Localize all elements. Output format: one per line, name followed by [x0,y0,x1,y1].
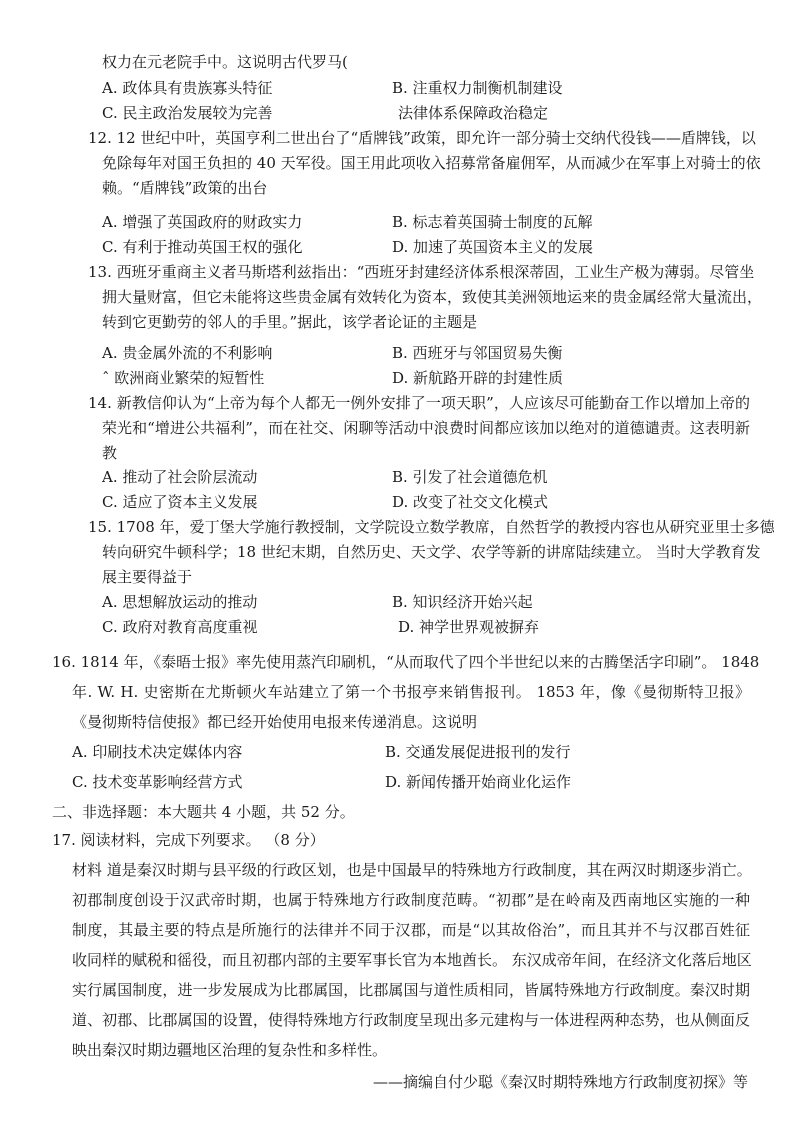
q16-stem-line-1: 16. 1814 年，《泰晤士报》率先使用蒸汽印刷机，“从而取代了四个半世纪以来的古腾堡活字印刷”。 1848 [52,653,760,671]
q15-stem-line-3: 展主要得益于 [102,568,193,586]
q13-stem-line-1: 13. 西班牙重商主义者马斯塔利兹指出：“西班牙封建经济体系根深蒂固，工业生产极为薄弱。尽管坐 [88,263,755,281]
q13-stem-line-3: 转到它更勤劳的邻人的手里。”据此，该学者论证的主题是 [102,313,478,331]
q14-stem-line-2: 荣光和“增进公共福利”，而在社交、闲聊等活动中浪费时间都应该加以绝对的道德谴责。这表明新 [102,419,750,437]
q14-option-d: D. 改变了社交文化模式 [392,493,549,511]
q12-option-c: C. 有利于推动英国王权的强化 [102,238,303,256]
q14-option-b: B. 引发了社会道德危机 [392,468,548,486]
q13-option-d: D. 新航路开辟的封建性质 [392,369,564,387]
q13-option-b: B. 西班牙与邻国贸易失衡 [392,344,563,362]
q15-option-a: A. 思想解放运动的推动 [102,593,258,611]
q15-stem-line-1: 15. 1708 年，爱丁堡大学施行教授制，文学院设立数学教席，自然哲学的教授内容也从研究亚里士多德 [88,518,775,536]
q17-material-line-4: 收同样的赋税和徭役，而且初郡内部的主要军事长官为本地酋长。 东汉成帝年间，在经济文化落后地区 [72,951,752,969]
q17-material-line-1: 材料 道是秦汉时期与县平级的行政区划，也是中国最早的特殊地方行政制度，其在两汉时期逐步消亡。 [72,861,752,879]
q14-option-c: C. 适应了资本主义发展 [102,493,258,511]
q13-option-a: A. 贵金属外流的不利影响 [102,344,273,362]
q14-stem-line-1: 14. 新教信仰认为“上帝为每个人都无一例外安排了一项天职”，人应该尽可能勤奋工作以增加上帝的 [88,394,750,412]
q12-stem-line-2: 免除每年对国王负担的 40 天军役。国王用此项收入招募常备雇佣军，从而减少在军事上对骑士的依 [102,154,761,172]
q13-stem-line-2: 拥大量财富，但它未能将这些贵金属有效转化为资本，致使其美洲领地运来的贵金属经常大量流出， [102,288,763,306]
q12-option-a: A. 增强了英国政府的财政实力 [102,213,303,231]
q17-material-line-7: 映出秦汉时期边疆地区治理的复杂性和多样性。 [72,1041,388,1059]
q11-option-b: B. 注重权力制衡机制建设 [392,79,563,97]
q12-option-b: B. 标志着英国骑士制度的瓦解 [392,213,593,231]
q14-option-a: A. 推动了社会阶层流动 [102,468,258,486]
section-2-heading: 二、非选择题：本大题共 4 小题，共 52 分。 [52,803,355,821]
q11-option-c: C. 民主政治发展较为完善 [102,104,273,122]
q17-material-line-2: 初郡制度创设于汉武帝时期，也属于特殊地方行政制度范畴。“初郡”是在岭南及西南地区实施的一种 [72,891,750,909]
q12-stem-line-3: 赖。“盾牌钱”政策的出台 [102,179,268,197]
q17-source-citation: ——摘编自付少聪《秦汉时期特殊地方行政制度初探》等 [372,1073,748,1091]
q17-material-line-3: 制度，其最主要的特点是所施行的法律并不同于汉郡，而是“以其故俗治”，而且其并不与汉郡百姓征 [72,921,750,939]
q12-stem-line-1: 12. 12 世纪中叶，英国亨利二世出台了“盾牌钱”政策，即允许一部分骑士交纳代役钱——盾牌钱，以 [88,129,756,147]
q12-option-d: D. 加速了英国资本主义的发展 [392,238,594,256]
q11-option-a: A. 政体具有贵族寡头特征 [102,79,273,97]
q17-prompt: 17. 阅读材料，完成下列要求。 （8 分） [52,831,325,849]
q15-option-d: D. 神学世界观被摒弃 [398,618,540,636]
q15-option-b: B. 知识经济开始兴起 [392,593,533,611]
q14-stem-line-3: 教 [102,444,118,462]
q17-material-line-5: 实行属国制度，进一步发展成为比郡属国，比郡属国与道性质相同，皆属特殊地方行政制度。秦汉时期 [72,981,750,999]
q16-option-b: B. 交通发展促进报刊的发行 [385,743,571,761]
q15-option-c: C. 政府对教育高度重视 [102,618,258,636]
q16-option-c: C. 技术变革影响经营方式 [72,773,243,791]
q16-stem-line-2: 年. W. H. 史密斯在尤斯顿火车站建立了第一个书报亭来销售报刊。 1853 年，像《曼彻斯特卫报》 [72,683,750,701]
q13-option-c: ˆ 欧洲商业繁荣的短暂性 [102,369,265,387]
q17-material-line-6: 道、初郡、比郡属国的设置，使得特殊地方行政制度呈现出多元建构与一体进程两种态势，也从侧面反 [72,1011,750,1029]
q16-option-a: A. 印刷技术决定媒体内容 [72,743,243,761]
q16-option-d: D. 新闻传播开始商业化运作 [385,773,572,791]
q16-stem-line-3: 《曼彻斯特信使报》都已经开始使用电报来传递消息。这说明 [72,713,478,731]
q15-stem-line-2: 转向研究牛顿科学；18 世纪末期，自然历史、天文学、农学等新的讲席陆续建立。 当时大学教育发 [102,543,761,561]
q11-stem-tail: 权力在元老院手中。这说明古代罗马( [102,53,348,71]
q11-option-d: 法律体系保障政治稳定 [398,104,549,122]
